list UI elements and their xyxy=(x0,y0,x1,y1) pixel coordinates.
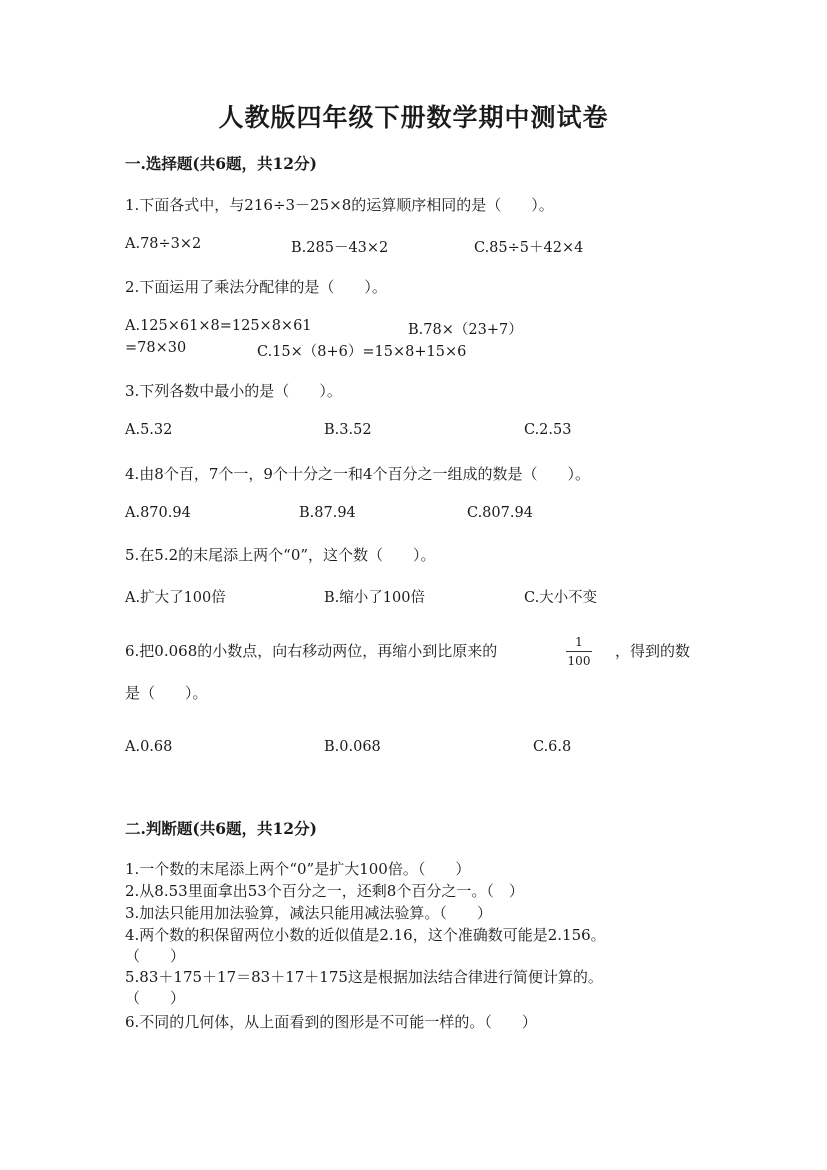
question-1-option-c: C.85÷5＋42×4 xyxy=(474,240,584,256)
question-1-option-a: A.78÷3×2 xyxy=(125,236,202,252)
question-2-option-c: C.15×（8+6）=15×8+15×6 xyxy=(257,344,467,360)
section-heading-choice: 一.选择题(共6题，共12分) xyxy=(125,154,317,173)
question-6-option-c: C.6.8 xyxy=(533,739,572,755)
question-1-option-b: B.285－43×2 xyxy=(291,240,389,256)
judgement-item-2: 2.从8.53里面拿出53个百分之一，还剩8个百分之一。（ ） xyxy=(125,882,524,900)
question-3-stem: 3.下列各数中最小的是（ ）。 xyxy=(125,382,342,400)
question-1-stem: 1.下面各式中，与216÷3－25×8的运算顺序相同的是（ ）。 xyxy=(125,196,554,214)
fraction-one-hundredth xyxy=(566,636,592,667)
fraction-numerator: 1 xyxy=(575,635,583,649)
question-5-option-c: C.大小不变 xyxy=(524,590,598,606)
judgement-item-3: 3.加法只能用加法验算，减法只能用减法验算。（ ） xyxy=(125,904,492,922)
question-2-stem: 2.下面运用了乘法分配律的是（ ）。 xyxy=(125,278,387,296)
question-5-option-a: A.扩大了100倍 xyxy=(125,590,226,606)
question-2-option-b-continued: =78×30 xyxy=(125,340,187,356)
fraction-denominator: 100 xyxy=(567,654,591,668)
question-4-option-b: B.87.94 xyxy=(299,505,356,521)
question-6-stem-part2: ，得到的数 xyxy=(615,642,691,660)
question-4-option-a: A.870.94 xyxy=(125,505,191,521)
section-heading-judgement: 二.判断题(共6题，共12分) xyxy=(125,819,317,838)
judgement-item-5: 5.83＋175＋17＝83＋17＋175这是根据加法结合律进行简便计算的。 xyxy=(125,968,603,986)
judgement-item-4-answer: （ ） xyxy=(125,947,186,965)
question-3-option-a: A.5.32 xyxy=(125,422,173,438)
question-5-option-b: B.缩小了100倍 xyxy=(324,590,425,606)
question-6-stem-line2: 是（ ）。 xyxy=(125,684,208,702)
question-2-option-b: B.78×（23+7） xyxy=(408,322,523,338)
page-title: 人教版四年级下册数学期中测试卷 xyxy=(218,103,609,132)
judgement-item-1: 1.一个数的末尾添上两个“0”是扩大100倍。（ ） xyxy=(125,860,471,878)
question-4-option-c: C.807.94 xyxy=(467,505,533,521)
question-6-stem-part1: 6.把0.068的小数点，向右移动两位，再缩小到比原来的 xyxy=(125,642,498,660)
question-3-option-c: C.2.53 xyxy=(524,422,572,438)
question-4-stem: 4.由8个百，7个一，9个十分之一和4个百分之一组成的数是（ ）。 xyxy=(125,465,590,483)
judgement-item-5-answer: （ ） xyxy=(125,989,186,1007)
question-2-option-a: A.125×61×8=125×8×61 xyxy=(125,318,312,334)
judgement-item-6: 6.不同的几何体，从上面看到的图形是不可能一样的。（ ） xyxy=(125,1013,537,1031)
question-6-option-a: A.0.68 xyxy=(125,739,173,755)
judgement-item-4: 4.两个数的积保留两位小数的近似值是2.16，这个准确数可能是2.156。 xyxy=(125,926,606,944)
question-6-option-b: B.0.068 xyxy=(324,739,381,755)
question-3-option-b: B.3.52 xyxy=(324,422,372,438)
question-5-stem: 5.在5.2的末尾添上两个“0”，这个数（ ）。 xyxy=(125,546,436,564)
